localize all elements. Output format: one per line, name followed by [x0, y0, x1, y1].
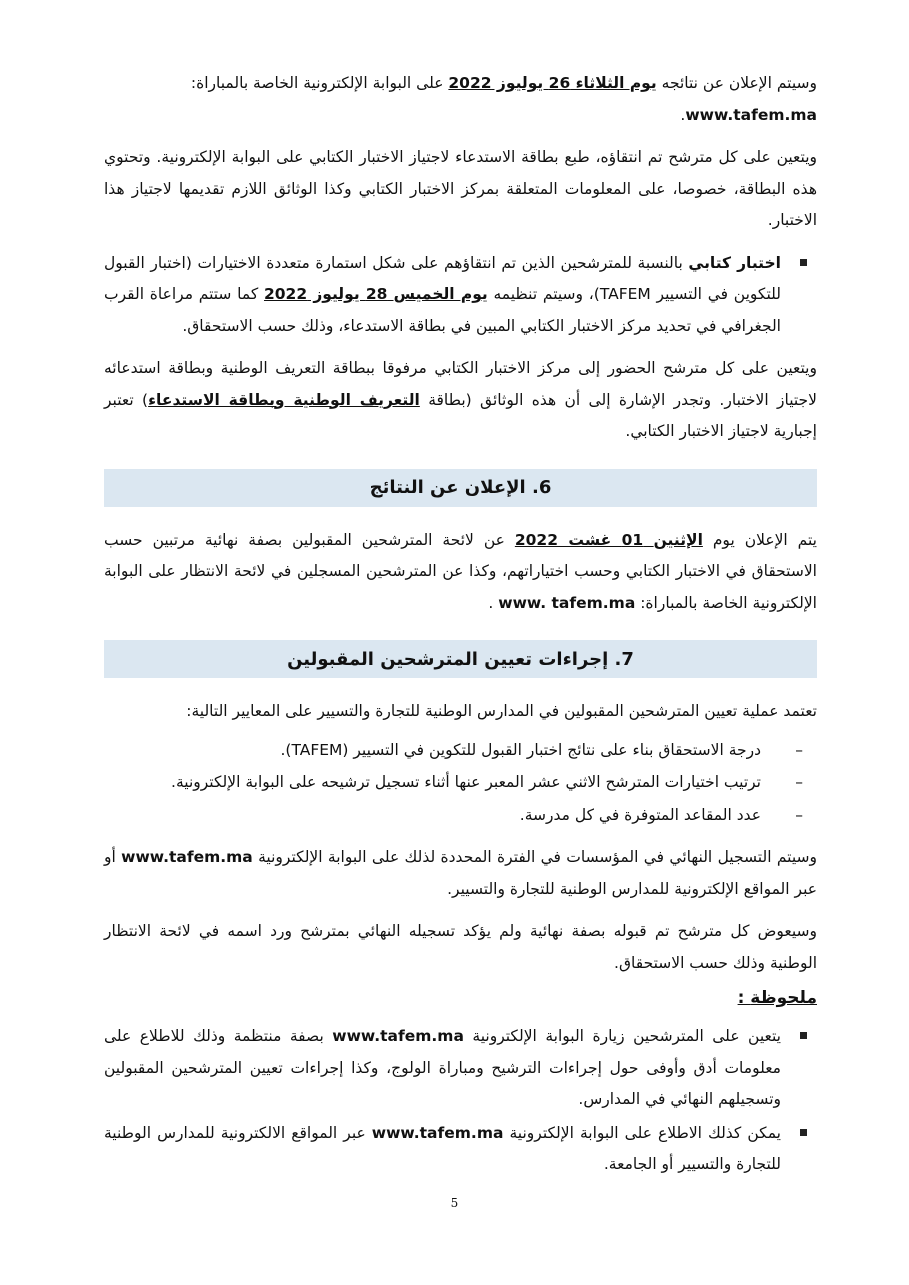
portal-url: www.tafem.ma	[121, 848, 253, 866]
section-7-heading: 7. إجراءات تعيين المترشحين المقبولين	[104, 640, 817, 678]
waiting-list-paragraph: وسيعوض كل مترشح تم قبوله بصفة نهائية ولم يؤكد تسجيله النهائي بمترشح ورد اسمه في لائحة الانتظار الوطنية وذلك حسب الاستحقاق.	[104, 922, 817, 972]
portal-url: www.tafem.ma	[685, 105, 817, 124]
list-item	[104, 766, 817, 799]
results-date: 01 غشت 2022	[514, 530, 654, 549]
note-item	[104, 1118, 817, 1181]
portal-url: www.tafem.ma	[371, 1123, 504, 1142]
convocation-paragraph: ويتعين على كل مترشح تم انتقاؤه، طبع بطاقة الاستدعاء لاجتياز الاختبار الكتابي على البوابة الإلكترونية. وتحتوي هذه البطاقة، خصوصا، على المعلومات المتعلقة بمركز الاختبار الكتابي وكذا الوثائق اللازم تقديمها لاجتياز هذا الاختبار.	[104, 148, 817, 229]
written-exam-bullet	[104, 248, 817, 343]
text-segment: كما ستتم مراعاة القرب الجغرافي في تحديد مركز الاختبار الكتابي المبين في بطاقة الاستدعاء، وذلك حسب الاستحقاق.	[104, 285, 781, 335]
note-title: ملحوظة	[750, 988, 817, 1008]
note-list	[104, 1021, 817, 1181]
text-segment: على البوابة الإلكترونية الخاصة بالمباراة:	[190, 74, 449, 92]
required-documents-emphasis: التعريف الوطنية وبطاقة الاستدعاء	[148, 390, 420, 409]
section-7-intro: تعتمد عملية تعيين المترشحين المقبولين في المدارس الوطنية للتجارة والتسيير على المعايير التالية:	[186, 702, 817, 720]
note-item	[104, 1021, 817, 1116]
required-documents-paragraph	[104, 353, 817, 448]
note-text	[104, 1021, 781, 1116]
criterion-text: ترتيب اختيارات المترشح الاثني عشر المعبر عنها أثناء تسجيل ترشيحه على البوابة الإلكترونية.	[171, 773, 761, 791]
criterion-text: درجة الاستحقاق بناء على نتائج اختبار القبول للتكوين في التسيير (TAFEM).	[280, 740, 761, 759]
text-segment: وسيتم الإعلان عن نتائجه	[656, 74, 817, 92]
note-heading	[104, 983, 817, 1013]
criteria-list	[104, 734, 817, 832]
announcement-date: يوم الثلاثاء 26 يوليوز 2022	[448, 74, 657, 92]
text-segment: بصفة منتظمة وذلك للاطلاع على معلومات أدق وأوفى حول إجراءات الترشيح ومباراة الولوج، وكذا إجراءات تعيين المترشحين المقبولين وتسجيلهم النهائي في المدارس.	[104, 1027, 781, 1108]
results-day: الإثنين	[653, 530, 703, 549]
list-item	[104, 734, 817, 767]
square-bullet-icon	[800, 259, 807, 266]
criterion-text: عدد المقاعد المتوفرة في كل مدرسة.	[519, 805, 761, 824]
text-segment: وسيتم التسجيل النهائي في المؤسسات في الفترة المحددة لذلك على البوابة الإلكترونية	[252, 848, 818, 866]
dash-bullet-icon: –	[795, 740, 803, 759]
list-item	[104, 799, 817, 832]
square-bullet-icon	[800, 1032, 807, 1039]
written-exam-text	[104, 248, 781, 343]
final-registration-paragraph	[104, 842, 817, 905]
note-text	[104, 1118, 781, 1181]
section-6-heading: 6. الإعلان عن النتائج	[104, 469, 817, 507]
written-exam-lead: اختبار كتابي	[688, 253, 781, 272]
text-segment: عبر المواقع الالكترونية للمدارس الوطنية للتجارة والتسيير أو الجامعة.	[104, 1123, 781, 1173]
portal-url: www. tafem.ma	[498, 593, 636, 612]
text-segment: يتعين على المترشحين زيارة البوابة الإلكترونية	[463, 1027, 781, 1045]
section-6-paragraph	[104, 525, 817, 620]
dash-bullet-icon: –	[795, 773, 803, 791]
text-segment: ) تعتبر إجبارية لاجتياز الاختبار الكتابي.	[104, 390, 817, 440]
exam-date: يوم الخميس 28 يوليوز 2022	[263, 285, 488, 303]
text-segment: .	[488, 593, 499, 612]
text-segment: يتم الإعلان يوم	[702, 530, 817, 549]
results-announcement-paragraph	[104, 68, 817, 131]
portal-url: www.tafem.ma	[332, 1027, 464, 1045]
text-segment: بالنسبة للمترشحين الذين تم انتقاؤهم على شكل استمارة متعددة الاختيارات (اختبار القبول للتكوين في التسيير TAFEM)، وسيتم تنظيمه	[104, 253, 782, 303]
text-segment: :	[737, 988, 751, 1008]
text-segment: يمكن كذلك الاطلاع على البوابة الإلكترونية	[503, 1123, 781, 1142]
dash-bullet-icon: –	[795, 805, 803, 824]
text-segment: ويتعين على كل مترشح الحضور إلى مركز الاختبار الكتابي مرفوقا ببطاقة التعريف الوطنية وبطاقة استدعائه لاجتياز الاختبار. وتجدر الإشارة إلى أن هذه الوثائق (بطاقة	[104, 359, 817, 409]
text-segment: أو عبر المواقع الإلكترونية للمدارس الوطنية للتجارة والتسيير.	[104, 848, 817, 898]
text-segment: عن لائحة المترشحين المقبولين بصفة نهائية مرتبين حسب الاستحقاق في الاختبار الكتابي وحسب اختياراتهم، وكذا عن المترشحين المسجلين في لائحة الانتظار على البوابة الإلكترونية الخاصة بالمباراة:	[104, 530, 817, 612]
page-number: 5	[450, 1196, 459, 1210]
text-segment: .	[680, 105, 686, 124]
square-bullet-icon	[800, 1129, 807, 1136]
